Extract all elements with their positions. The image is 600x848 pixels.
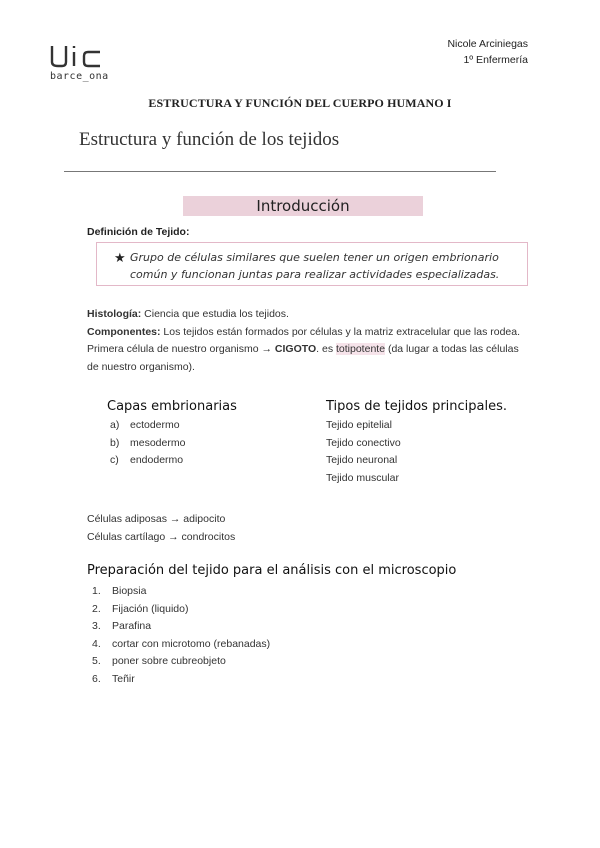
- prep-list: [92, 583, 270, 688]
- list-item: [92, 601, 270, 619]
- cigoto-pre: Primera célula de nuestro organismo →: [87, 343, 275, 355]
- list-text: ectodermo: [130, 419, 180, 431]
- cigoto-line: [87, 341, 527, 376]
- componentes-line: [87, 324, 527, 342]
- cigoto-post: (da lugar a todas las células de nuestro organismo).: [87, 343, 519, 373]
- author-group: 1º Enfermería: [463, 54, 528, 66]
- star-icon: ★: [114, 250, 126, 265]
- tipos-list: [326, 417, 401, 487]
- list-marker: 5.: [92, 655, 101, 667]
- componentes-label: Componentes:: [87, 325, 161, 338]
- list-marker: c): [110, 454, 119, 466]
- course-title: ESTRUCTURA Y FUNCIÓN DEL CUERPO HUMANO I: [148, 96, 452, 110]
- list-marker: 1.: [92, 585, 101, 597]
- tipos-title: Tipos de tejidos principales.: [326, 399, 508, 414]
- intro-paragraphs: [87, 306, 527, 376]
- histologia-label: Histología:: [87, 308, 142, 320]
- list-marker: 3.: [92, 620, 101, 632]
- list-marker: 6.: [92, 672, 101, 685]
- logo-text: barce_ona: [50, 71, 109, 82]
- list-item: [110, 417, 185, 435]
- list-item: Tejido neuronal: [326, 454, 398, 466]
- logo-mark: [50, 42, 110, 68]
- list-text: mesodermo: [130, 436, 186, 449]
- list-text: Biopsia: [112, 585, 147, 597]
- uic-logo: [50, 42, 110, 82]
- list-text: Fijación (liquido): [112, 602, 189, 615]
- list-text: Teñir: [112, 672, 135, 685]
- definition-label: Definición de Tejido:: [87, 226, 190, 238]
- list-text: poner sobre cubreobjeto: [112, 655, 226, 667]
- list-item: [92, 618, 270, 636]
- page-subtitle: Estructura y función de los tejidos: [79, 129, 340, 150]
- list-text: endodermo: [130, 454, 184, 466]
- cells-line: Células adiposas → adipocito: [87, 513, 226, 525]
- definition-text: Grupo de células similares que suelen tener un origen embrionario común y funcionan juntas para realizar actividades especializadas.: [130, 251, 500, 281]
- list-item: [110, 452, 185, 470]
- list-marker: 2.: [92, 602, 101, 615]
- list-item: [92, 671, 270, 689]
- cigoto-word: CIGOTO: [274, 343, 317, 355]
- list-item: Tejido epitelial: [326, 419, 392, 431]
- list-item: [92, 653, 270, 671]
- histologia-text: Ciencia que estudia los tejidos.: [141, 308, 289, 320]
- list-item: Tejido conectivo: [326, 436, 401, 449]
- list-marker: a): [110, 419, 120, 431]
- capas-list: [110, 417, 185, 470]
- list-item: [92, 583, 270, 601]
- componentes-text: Los tejidos están formados por células y la matriz extracelular que las rodea.: [160, 325, 521, 338]
- cells-line: Células cartílago → condrocitos: [87, 530, 236, 543]
- section-title-introduccion: Introducción: [183, 196, 423, 216]
- list-marker: 4.: [92, 637, 101, 650]
- author-name: Nicole Arciniegas: [447, 38, 528, 50]
- histologia-line: [87, 306, 527, 324]
- uic-logo-icon: [50, 44, 104, 68]
- cigoto-mid: . es: [316, 343, 336, 355]
- capas-title: Capas embrionarias: [107, 399, 237, 414]
- totipotente-highlight: totipotente: [336, 343, 386, 355]
- cells-block: [87, 511, 235, 546]
- list-item: [110, 435, 185, 453]
- list-marker: b): [110, 436, 120, 449]
- prep-title: Preparación del tejido para el análisis con el microscopio: [87, 563, 457, 578]
- author-block: [447, 36, 528, 68]
- list-item: [92, 636, 270, 654]
- list-item: Tejido muscular: [326, 471, 399, 484]
- list-text: Parafina: [112, 620, 152, 632]
- divider: [64, 171, 496, 172]
- list-text: cortar con microtomo (rebanadas): [112, 637, 271, 650]
